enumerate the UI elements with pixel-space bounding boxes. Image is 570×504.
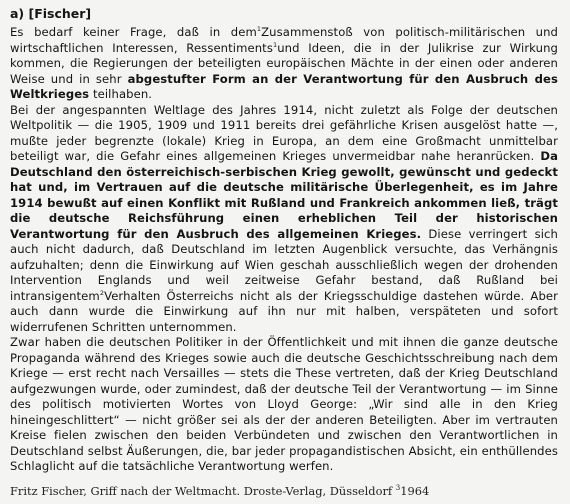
p1-text-a: Es bedarf keiner Frage, daß in dem: [10, 25, 257, 39]
footnote-marker-1b: 1: [272, 40, 278, 49]
footnote-marker-2: 2: [99, 288, 105, 297]
p2-bold-text: Da Deutschland den österreichisch-serbischen Krieg gewollt, gewünscht und gedeckt hat und, im Vertrauen auf die deutsche militärische Überlegenheit, es im Jahre 1914 bewußt auf einen Konflikt mit Rußland und Frankreich ankommen ließ, trägt die deutsche Reichsführung einen erheblichen Teil der historischen Verantwortung für den Ausbruch des allgemeinen Krieges.: [10, 149, 558, 241]
p1-text-c: und Ideen, die in der Julikrise zur Wirkung kommen, die Regierungen der beteiligten europäischen Mächte in der einen oder anderen Weise und in sehr: [10, 40, 558, 86]
footnote-marker-1: 1: [256, 25, 262, 34]
edition-superscript: 3: [395, 484, 401, 492]
p1-bold-text: abgestufter Form an der Verantwortung für den Ausbruch des Weltkrieges: [10, 71, 558, 101]
p1-text-d: teilhaben.: [89, 87, 153, 101]
source-text: Fritz Fischer, Griff nach der Weltmacht. Droste-Verlag, Düsseldorf: [10, 483, 396, 498]
paragraph-3: Zwar haben die deutschen Politiker in der Öffentlichkeit und mit ihnen die ganze deutsche Propaganda während des Krieges sowie auch die deutsche Geschichtsschreibung nach dem Kriege — erst recht nach Versailles — stets die These vertreten, daß der Krieg Deutschland aufgezwungen wurde, oder zumindest, daß der deutsche Teil der Verantwortung — im Sinne des politisch motivierten Wortes von Lloyd George: „Wir sind alle in den Krieg hineingeschlittert“ — nicht größer sei als der der anderen Beteiligten. Aber im vertrauten Kreise fielen zwischen den beiden Verbündeten und zwischen den Verantwortlichen in Deutschland selbst Äußerungen, die, bar jeder propagandistischen Absicht, ein enthüllendes Schlaglicht auf die tatsächliche Verantwortung werfen.: [10, 335, 558, 473]
source-year: 1964: [400, 483, 430, 498]
paragraph-2: [10, 103, 558, 336]
p1-text-b: Zusammenstoß von politisch-militärischen und wirtschaftlichen Interessen, Ressentiments: [10, 25, 558, 55]
p2-text-a: Bei der angespannten Weltlage des Jahres 1914, nicht zuletzt als Folge der deutschen Weltpolitik — die 1905, 1909 und 1911 bereits drei gefährliche Krisen ausgelöst hatte —, mußte jeder begrenzte (lokale) Krieg in Europa, an dem eine Großmacht unmittelbar beteiligt war, die Gefahr eines allgemeinen Krieges unvermeidbar nahe heranrücken.: [10, 102, 558, 163]
p2-text-c: Verhalten Österreichs nicht als der Kriegsschuldige dastehen würde. Aber auch dann wurde die Einwirkung auf ihn nur mit halben, verspäteten und sofort widerrufenen Schritten unternommen.: [10, 288, 558, 334]
source-citation: [10, 480, 429, 499]
section-heading: a) [Fischer]: [10, 6, 92, 21]
paragraph-1: [10, 25, 558, 103]
p2-text-b: Diese verringert sich auch nicht dadurch, daß Deutschland im letzten Augenblick versuchte, das Verhängnis aufzuhalten; denn die Einwirkung auf Wien geschah ausschließlich wegen der drohenden Intervention Englands und weil zeitweise Gefahr bestand, daß Rußland bei intransigentem: [10, 226, 558, 303]
